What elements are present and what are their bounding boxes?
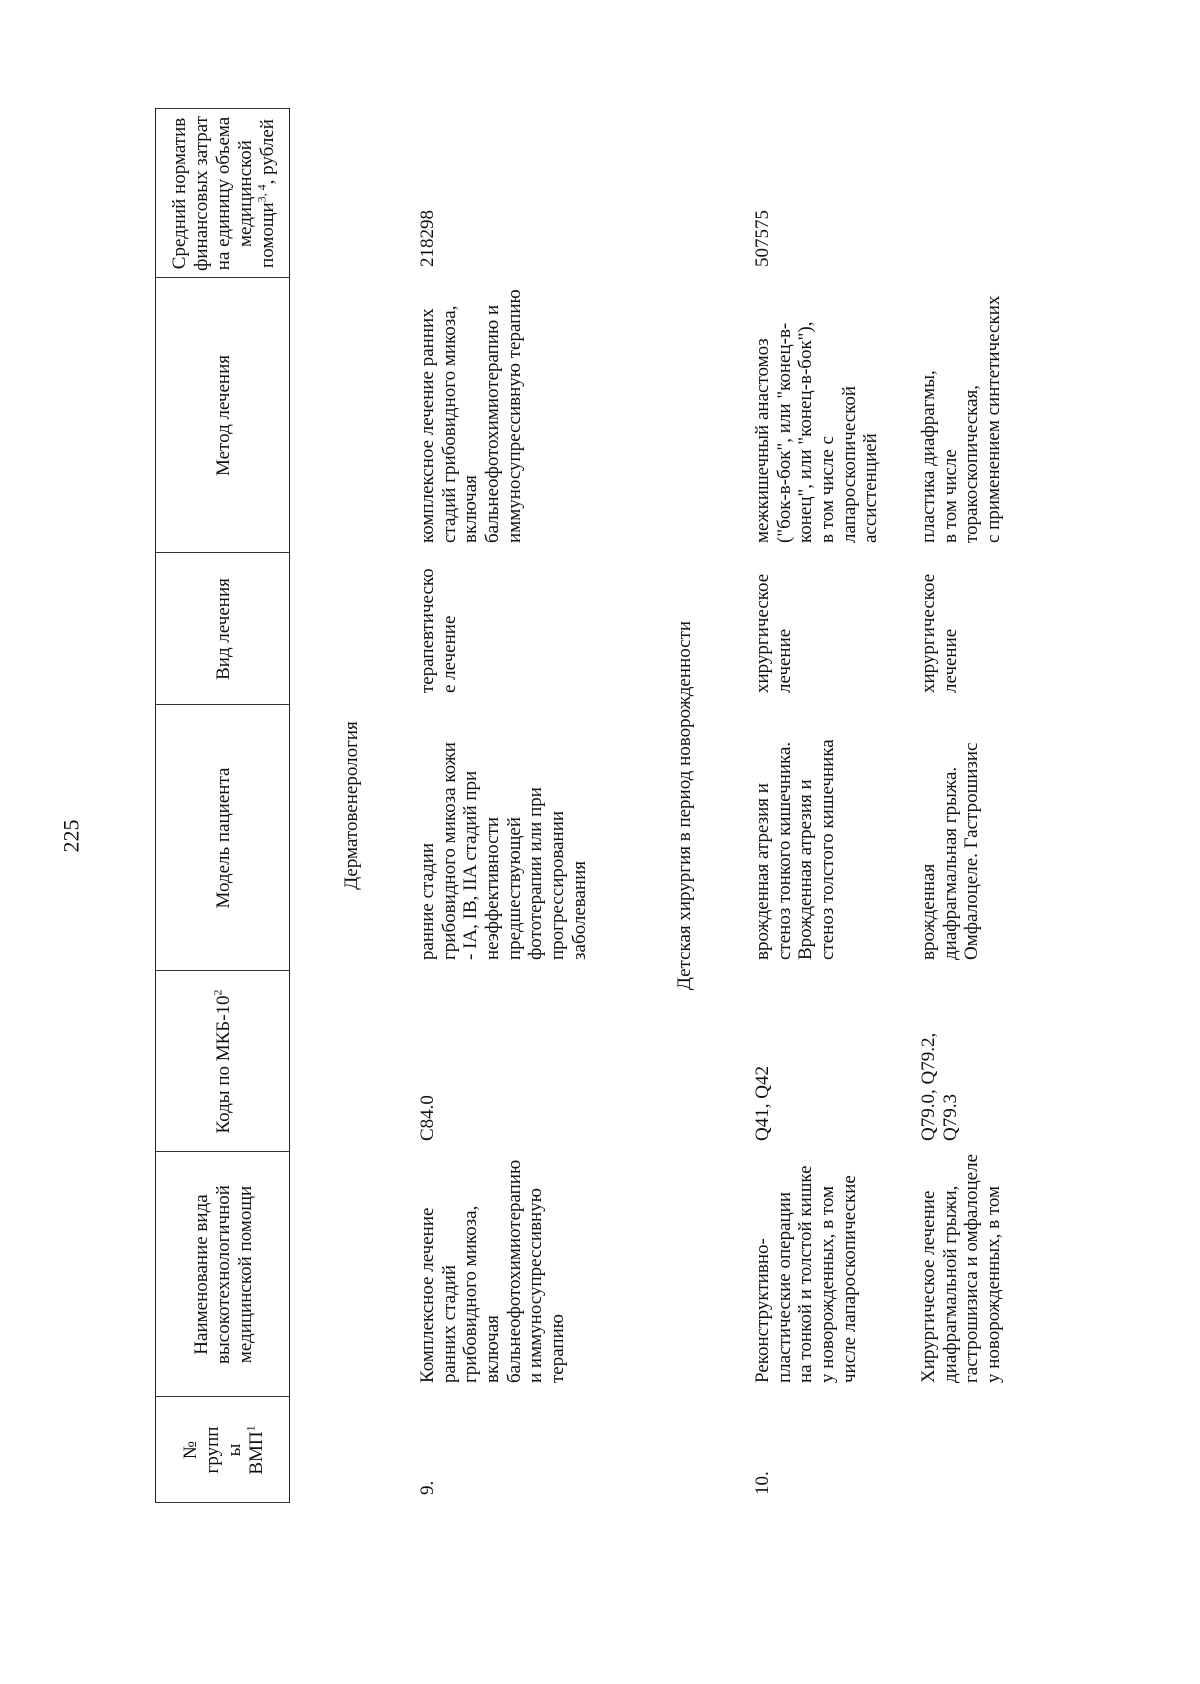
icd-codes: C84.0 <box>417 1095 438 1141</box>
header-name: Наименование вида высокотехнологичной медицинской помощи <box>191 1185 256 1364</box>
cost-value: 218298 <box>417 210 438 267</box>
treatment-method: межкишечный анастомоз ("бок-в-бок", или "конец-в- конец", или "конец-в-бок"), в том числе с лапароскопической ассистенцией <box>752 321 882 543</box>
table-top-rule <box>155 108 156 1503</box>
patient-model: ранние стадии грибовидного микоза кожи - IA, IB, IIA стадий при неэффективности предшествующей фототерапии или при прогрессировании заболевания <box>417 742 590 960</box>
treatment-name: Хирургическое лечение диафрагмальной грыжи, гастрошизиса и омфалоцеле у новорожденных, в том <box>918 1153 1004 1383</box>
page-number: 225 <box>58 819 84 853</box>
group-number: 10. <box>752 1471 773 1495</box>
patient-model: врожденная атрезия и стеноз тонкого кишечника. Врожденная атрезия и стеноз толстого кишечника <box>752 739 838 960</box>
rotated-table <box>155 108 1200 1503</box>
header-cost: Средний норматив финансовых затрат на единицу объема медицинской помощи$^{3, 4}$, рублей <box>169 116 278 271</box>
treatment-name: Комплексное лечение ранних стадий грибовидного микоза, включая бальнеофотохимиотерапию и иммуносупрессивную терапию <box>417 1159 568 1383</box>
treatment-type: хирургическое лечение <box>918 573 961 693</box>
section-title: Детская хирургия в период новорожденности <box>674 620 695 991</box>
header-treatment-type: Вид лечения <box>213 578 235 680</box>
header-icd-codes: Коды по МКБ-$10^2$ <box>210 989 235 1134</box>
table-header-rule <box>289 108 290 1503</box>
treatment-name: Реконструктивно- пластические операции на тонкой и толстой кишке у новорожденных, в том числе лапароскопические <box>752 1165 860 1383</box>
group-number: 9. <box>417 1480 438 1495</box>
treatment-method: пластика диафрагмы, в том числе торакоскопическая, с применением синтетических <box>918 295 1004 543</box>
treatment-method: комплексное лечение ранних стадий грибовидного микоза, включая бальнеофотохимиотерапию и иммуносупрессивную терапию <box>417 289 525 543</box>
header-group-number: № групп ы ВМП$^1$ <box>180 1425 267 1475</box>
header-treatment-method: Метод лечения <box>213 355 235 477</box>
treatment-type: хирургическое лечение <box>752 573 795 693</box>
section-title: Дерматовенерология <box>341 721 362 890</box>
icd-codes: Q79.0, Q79.2, Q79.3 <box>918 1032 961 1141</box>
treatment-type: терапевтическо е лечение <box>417 568 460 693</box>
header-patient-model: Модель пациента <box>213 767 235 909</box>
patient-model: врожденная диафрагмальная грыжа. Омфалоцеле. Гастрошизис <box>918 742 983 960</box>
icd-codes: Q41, Q42 <box>752 1066 773 1141</box>
cost-value: 507575 <box>752 210 773 267</box>
